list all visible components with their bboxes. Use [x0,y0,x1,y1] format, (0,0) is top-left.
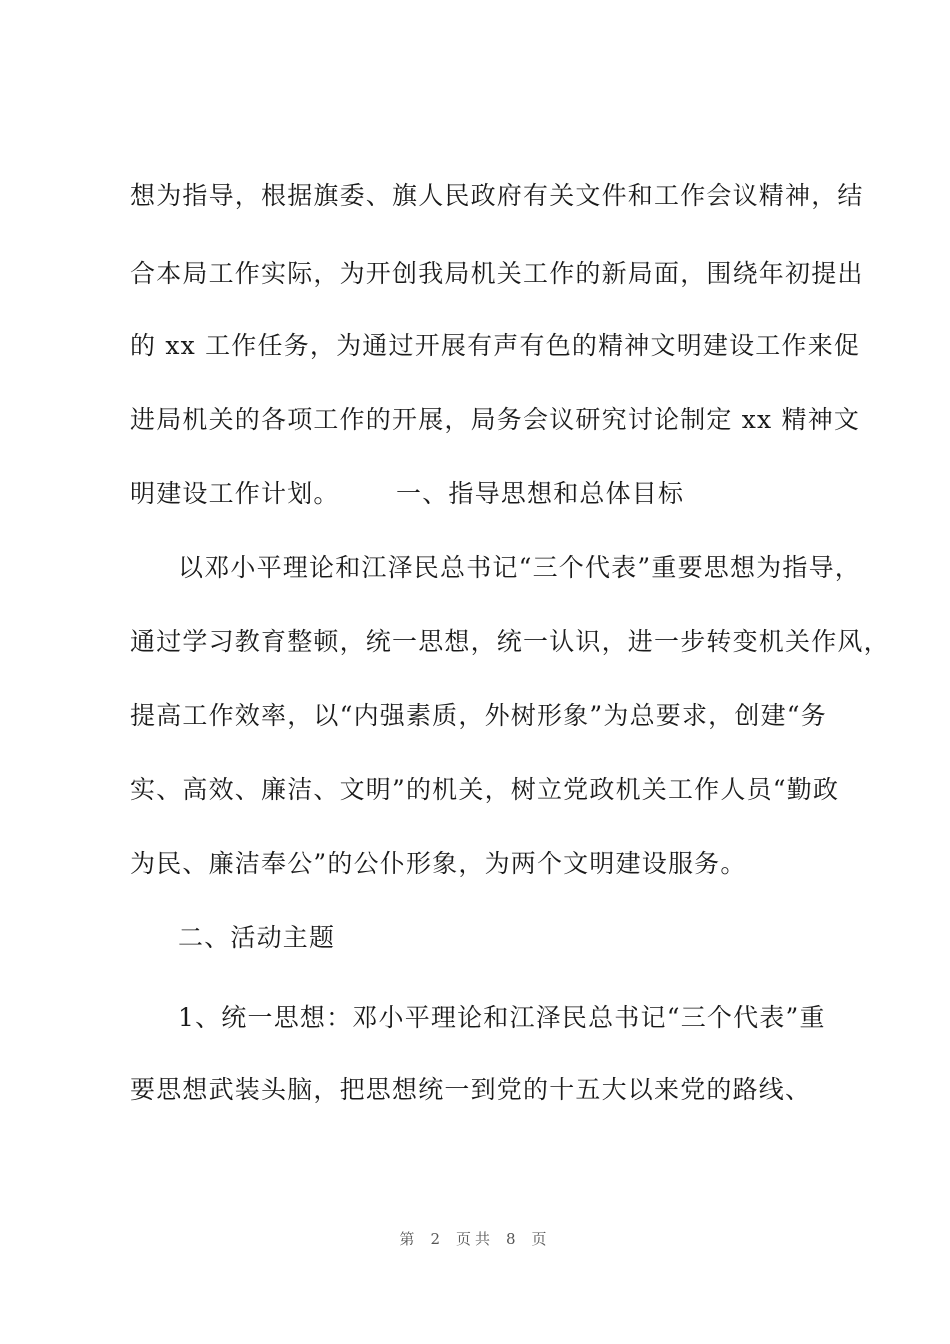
body-line-11: 1、统一思想：邓小平理论和江泽民总书记“三个代表”重 [178,1003,826,1032]
footer-prefix: 第 [399,1230,419,1248]
footer-total-pages: 8 [506,1230,520,1248]
body-line-2: 合本局工作实际，为开创我局机关工作的新局面，围绕年初提出 [130,259,864,288]
body-line-8: 提高工作效率，以“内强素质，外树形象”为总要求，创建“务 [130,701,827,730]
body-line-5: 明建设工作计划。 [130,479,340,508]
body-line-10: 为民、廉洁奉公”的公仆形象，为两个文明建设服务。 [130,849,747,878]
section-heading-2: 二、活动主题 [178,923,336,952]
body-line-9: 实、高效、廉洁、文明”的机关，树立党政机关工作人员“勤政 [130,775,840,804]
body-line-7: 通过学习教育整顿，统一思想，统一认识，进一步转变机关作风， [130,627,890,656]
footer-page-number: 2 [430,1230,444,1248]
footer-middle: 页共 [455,1230,494,1248]
section-heading-1: 一、指导思想和总体目标 [396,479,685,508]
page-footer [0,1229,950,1249]
body-line-12: 要思想武装头脑，把思想统一到党的十五大以来党的路线、 [130,1075,812,1104]
footer-suffix: 页 [531,1230,551,1248]
body-line-3: 的 xx 工作任务，为通过开展有声有色的精神文明建设工作来促 [130,331,861,360]
body-line-6: 以邓小平理论和江泽民总书记“三个代表”重要思想为指导， [178,553,861,582]
body-line-1: 想为指导，根据旗委、旗人民政府有关文件和工作会议精神，结 [130,181,864,210]
body-line-4: 进局机关的各项工作的开展，局务会议研究讨论制定 xx 精神文 [130,405,861,434]
